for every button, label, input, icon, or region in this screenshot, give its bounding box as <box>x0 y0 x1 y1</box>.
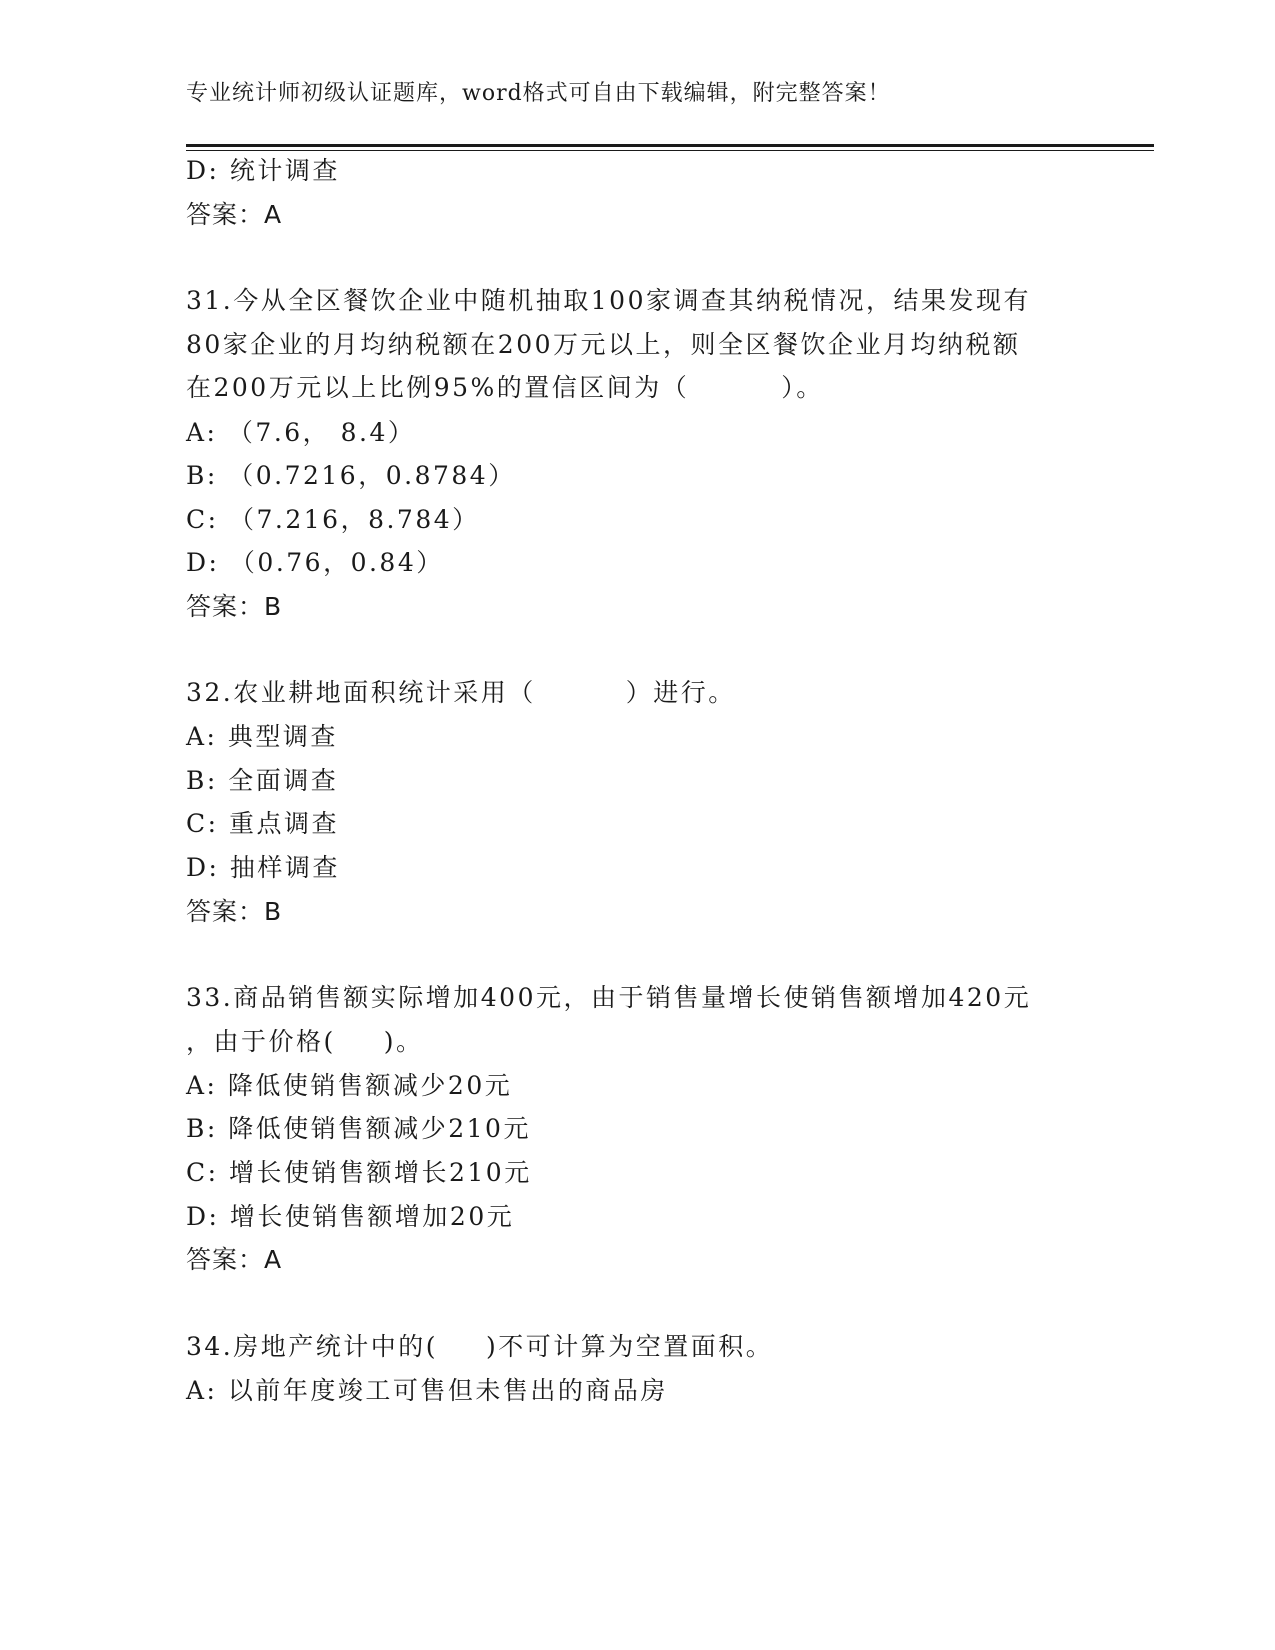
q32-answer: 答案：B <box>186 897 283 926</box>
q33-option-d: D: 增长使销售额增加20元 <box>186 1202 515 1231</box>
q31-option-d: D: （0.76，0.84） <box>186 548 444 577</box>
q34-stem <box>186 1332 773 1362</box>
q31-stem-line3-text: 在200万元以上比例95%的置信区间为（ <box>186 373 690 402</box>
q33-stem-line2 <box>186 1027 424 1057</box>
q33-option-b: B: 降低使销售额减少210元 <box>186 1114 531 1143</box>
q32-stem-text: 32.农业耕地面积统计采用（ <box>186 678 536 707</box>
q32-stem <box>186 678 736 708</box>
q34-stem-text: 34.房地产统计中的( <box>186 1332 439 1361</box>
q34-stem-end: )不可计算为空置面积。 <box>486 1332 774 1361</box>
q31-option-a: A: （7.6， 8.4） <box>186 418 416 447</box>
q33-option-a: A: 降低使销售额减少20元 <box>186 1071 513 1100</box>
header-rule-thick <box>186 144 1154 147</box>
q33-option-c: C: 增长使销售额增长210元 <box>186 1158 532 1187</box>
q31-option-b: B: （0.7216，0.8784） <box>186 461 516 490</box>
q33-stem-line1: 33.商品销售额实际增加400元，由于销售量增长使销售额增加420元 <box>186 983 1032 1012</box>
q32-option-c: C: 重点调查 <box>186 809 339 838</box>
q31-answer: 答案：B <box>186 592 283 621</box>
q31-stem-line2: 80家企业的月均纳税额在200万元以上，则全区餐饮企业月均纳税额 <box>186 330 1021 359</box>
q31-stem-line1: 31.今从全区餐饮企业中随机抽取100家调查其纳税情况，结果发现有 <box>186 286 1031 315</box>
q32-option-d: D: 抽样调查 <box>186 853 340 882</box>
q33-answer: 答案：A <box>186 1245 283 1274</box>
q33-stem-line2-end: )。 <box>383 1027 424 1056</box>
q32-option-a: A: 典型调查 <box>186 722 338 751</box>
header-rule-thin <box>186 150 1154 151</box>
page-header: 专业统计师初级认证题库，word格式可自由下载编辑，附完整答案！ <box>186 81 891 106</box>
q31-option-c: C: （7.216，8.784） <box>186 505 480 534</box>
q31-stem-line3-end: ）。 <box>781 373 824 402</box>
q34-option-a: A: 以前年度竣工可售但未售出的商品房 <box>186 1376 668 1405</box>
prev-option-d: D: 统计调查 <box>186 156 340 185</box>
q33-stem-line2-text: ，由于价格( <box>186 1027 336 1056</box>
q32-option-b: B: 全面调查 <box>186 766 339 795</box>
q32-stem-end: ）进行。 <box>625 678 736 707</box>
q31-stem-line3 <box>186 373 824 403</box>
prev-answer: 答案：A <box>186 200 283 229</box>
